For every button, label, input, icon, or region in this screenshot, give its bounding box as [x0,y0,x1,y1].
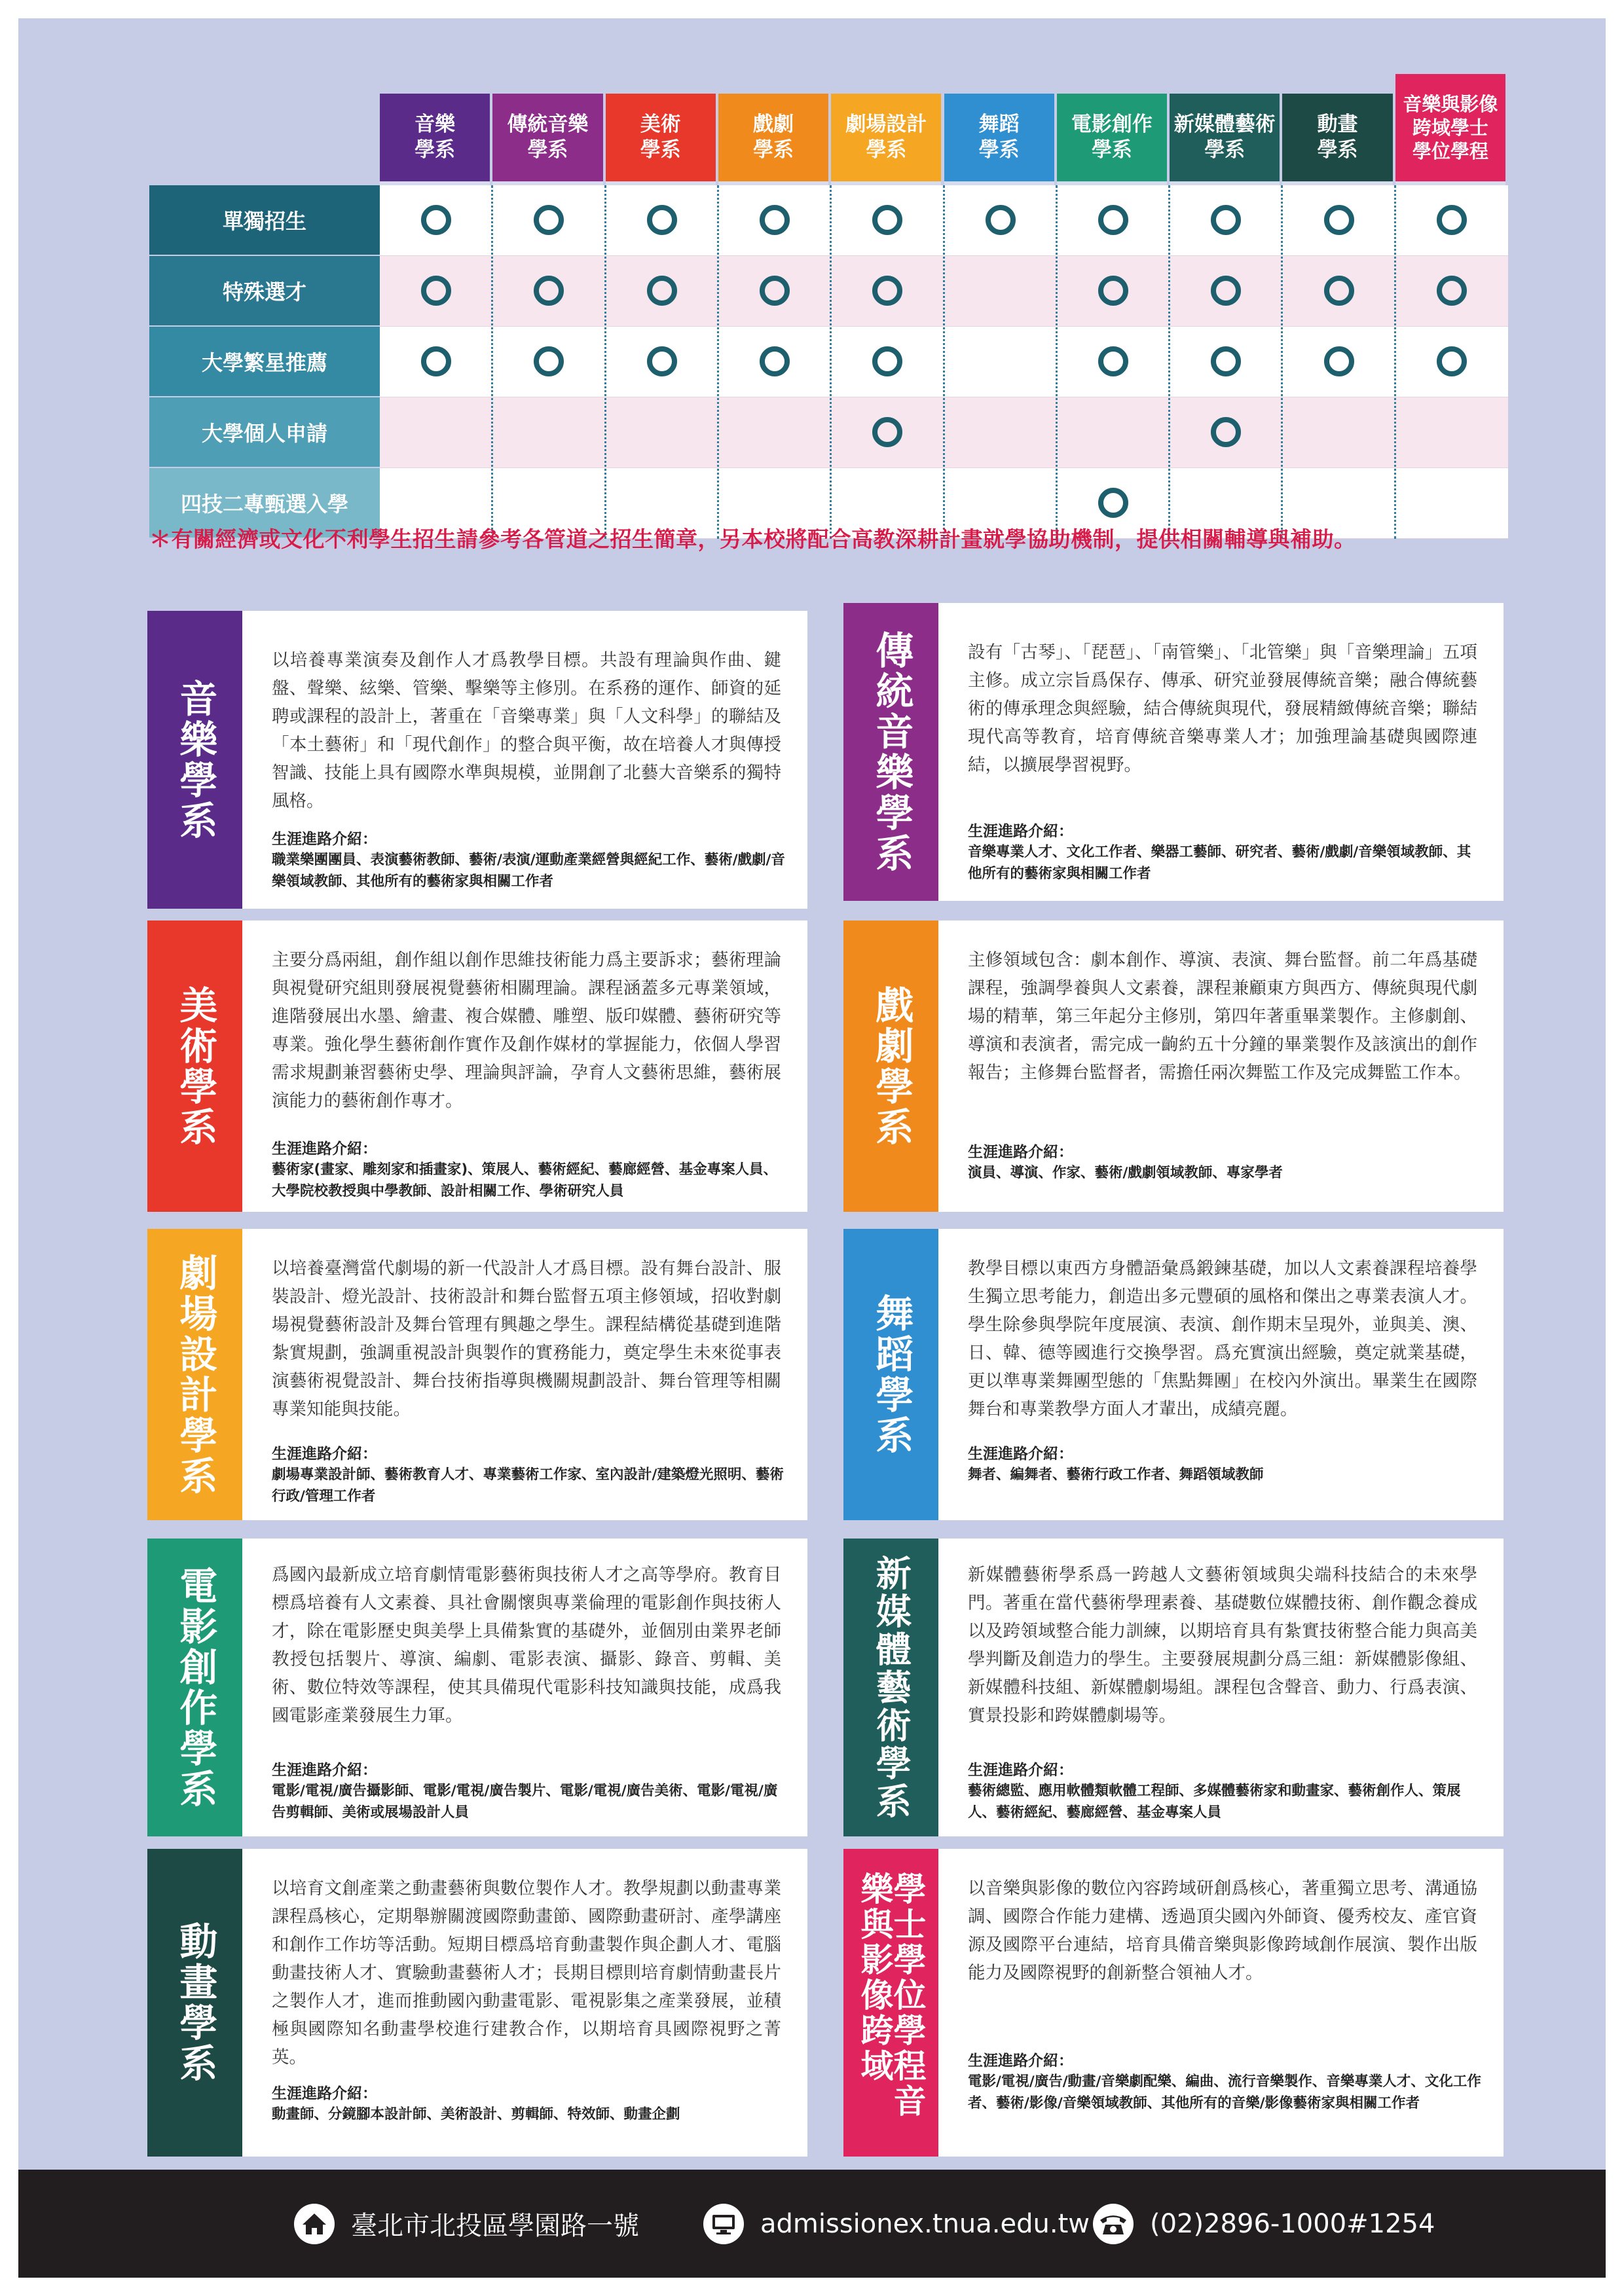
career-paths: 演員、導演、作家、藝術/戲劇領域教師、專家學者 [968,1165,1283,1181]
available-mark-icon [1324,346,1354,376]
department-description: 爲國內最新成立培育劇情電影藝術與技術人才之高等學府。教育目標爲培養有人文素養、具社會關懷與專業倫理的電影創作與技術人才，除在電影歷史與美學上具備紮實的基礎外，並個別由業界老師教授包括製片、導演、編劇、電影表演、攝影、錄音、剪輯、美術、數位特效等課程，使其具備現代電影科技知識與技能，成爲我國電影產業發展生力軍。 [272,1565,781,1726]
department-name-bar [147,1849,242,2157]
row-label: 大學個人申請 [149,397,380,468]
available-mark-icon [1437,346,1467,376]
department-card [147,1849,807,2157]
row-label: 特殊選才 [149,256,380,327]
department-name: 戲劇學系 [869,985,914,1148]
footer-address [293,2170,639,2278]
department-description: 教學目標以東西方身體語彙爲鍛鍊基礎，加以人文素養課程培養學生獨立思考能力，創造出多元豐碩的風格和傑出之專業表演人才。學生除參與學院年度展演、表演、創作期末呈現外，並與美、澳、日、韓、德等國進行交換學習。爲充實演出經驗，奠定就業基礎，更以準專業舞團型態的「焦點舞團」在校內外演出。畢業生在國際舞台和專業教學方面人才輩出，成績亮麗。 [968,1258,1477,1419]
available-mark-icon [1437,276,1467,306]
column-header-label: 美術 學系 [640,113,681,162]
available-mark-icon [1437,205,1467,235]
column-divider [943,185,945,539]
department-description: 新媒體藝術學系爲一跨越人文藝術領域與尖端科技結合的未來學門。著重在當代藝術學理素養、基礎數位媒體技術、創作觀念養成以及跨領域整合能力訓練，以期培育具有紮實技術整合能力與高美學判斷及創造力的學生。主要發展規劃分爲三組：新媒體影像組、新媒體科技組、新媒體劇場組。課程包含聲音、動力、行爲表演、實景投影和跨媒體劇場等。 [968,1565,1477,1726]
career-paths: 劇場專業設計師、藝術教育人才、專業藝術工作家、室內設計/建築燈光照明、藝術行政/管理工作者 [272,1467,784,1505]
available-mark-icon [1211,346,1241,376]
department-description: 以培養臺灣當代劇場的新一代設計人才爲目標。設有舞台設計、服裝設計、燈光設計、技術設計和舞台監督五項主修領域，招收對劇場視覺藝術設計及舞台管理有興趣之學生。課程結構從基礎到進階紮實規劃，強調重視設計與製作的實務能力，奠定學生未來從事表演藝術視覺設計、舞台技術指導與機關規劃設計、舞台管理等相關專業知能與技能。 [272,1258,781,1419]
available-mark-icon [1098,276,1128,306]
footer [18,2170,1606,2278]
department-name-bar [147,1229,242,1520]
department-description: 設有「古琴」、「琵琶」、「南管樂」、「北管樂」與「音樂理論」五項主修。成立宗旨爲保存、傳承、研究並發展傳統音樂；融合傳統藝術的傳承理念與經驗，結合傳統與現代，發展精緻傳統音樂；聯結現代高等教育，培育傳統音樂專業人才；加強理論基礎與國際連結，以擴展學習視野。 [968,642,1477,775]
available-mark-icon [421,276,451,306]
career-title: 生涯進路介紹： [272,1762,377,1779]
career-title: 生涯進路介紹： [968,1762,1073,1779]
department-name: 舞蹈學系 [869,1293,914,1456]
column-divider [1056,185,1058,539]
available-mark-icon [1324,205,1354,235]
row-label: 單獨招生 [149,185,380,256]
available-mark-icon [421,205,451,235]
website-link[interactable]: admissionex.tnua.edu.tw [760,2208,1090,2239]
department-name: 美術學系 [173,985,218,1148]
available-mark-icon [1211,276,1241,306]
column-divider [604,185,606,539]
department-name-bar [843,603,938,901]
department-name-bar [843,1539,938,1836]
career-paths: 舞者、編舞者、藝術行政工作者、舞蹈領域教師 [968,1467,1264,1483]
computer-icon [703,2203,745,2245]
column-header-9 [1395,74,1505,185]
career-title: 生涯進路介紹： [968,823,1073,840]
phone-icon [1092,2203,1134,2245]
department-card [843,1539,1504,1836]
department-card [147,1539,807,1836]
department-name-bar [843,920,938,1212]
column-header-3 [718,94,828,185]
column-divider [491,185,493,539]
department-name-bar [147,1539,242,1836]
department-card [147,611,807,909]
available-mark-icon [1098,346,1128,376]
available-mark-icon [1098,488,1128,518]
department-description: 以培育文創產業之動畫藝術與數位製作人才。教學規劃以動畫專業課程爲核心，定期舉辦關渡國際動畫節、國際動畫研討、產學講座和創作工作坊等活動。短期目標爲培育動畫製作與企劃人才、電腦動畫技術人才、實驗動畫藝術人才；長期目標則培育劇情動畫長片之製作人才，進而推動國內動畫電影、電視影集之產業發展，並積極與國際知名動畫學校進行建教合作，以期培育具國際視野之菁英。 [272,1878,781,2068]
department-description: 主修領域包含：劇本創作、導演、表演、舞台監督。前二年爲基礎課程，強調學養與人文素養，課程兼顧東方與西方、傳統與現代劇場的精華，第三年起分主修別，第四年著重畢業製作。主修劇創、導演和表演者，需完成一齣約五十分鐘的畢業製作及該演出的創作報告；主修舞台監督者，需擔任兩次舞監工作及完成舞監工作本。 [968,950,1477,1083]
career-title: 生涯進路介紹： [272,1446,377,1463]
column-header-label: 劇場設計 學系 [845,113,927,162]
available-mark-icon [421,346,451,376]
column-divider [830,185,832,539]
column-header-7 [1170,94,1280,185]
column-header-label: 新媒體藝術 學系 [1173,113,1276,162]
footer-website [703,2170,1090,2278]
department-name: 學士學位學程音樂與影像跨域 [855,1872,927,2119]
department-name: 音樂學系 [173,678,218,841]
home-icon [293,2203,335,2245]
available-mark-icon [986,205,1016,235]
brochure-page [18,18,1606,2278]
career-title: 生涯進路介紹： [272,831,377,848]
department-description: 以音樂與影像的數位內容跨域研創爲核心，著重獨立思考、溝通協調、國際合作能力建構、透過頂尖國內外師資、優秀校友、產官資源及國際平台連結，培育具備音樂與影像跨域創作展演、製作出版能力及國際視野的創新整合領袖人才。 [968,1878,1477,1983]
available-mark-icon [1324,276,1354,306]
department-card [147,920,807,1212]
department-name-bar [147,920,242,1212]
department-card [843,920,1504,1212]
career-title: 生涯進路介紹： [968,1144,1073,1161]
department-name-bar [843,1849,938,2157]
column-header-label: 音樂與影像 跨域學士 學位學程 [1403,92,1498,163]
career-paths: 音樂專業人才、文化工作者、樂器工藝師、研究者、藝術/戲劇/音樂領域教師、其他所有的藝術家與相關工作者 [968,844,1471,883]
admission-note: ＊有關經濟或文化不利學生招生請參考各管道之招生簡章，另本校將配合高教深耕計畫就學協助機制，提供相關輔導與補助。 [149,526,1356,552]
career-title: 生涯進路介紹： [272,2085,377,2102]
department-name: 傳統音樂學系 [869,630,914,874]
column-header-6 [1057,94,1167,185]
available-mark-icon [1211,205,1241,235]
column-divider [717,185,719,539]
career-paths: 電影/電視/廣告/動畫/音樂劇配樂、編曲、流行音樂製作、音樂專業人才、文化工作者、藝術/影像/音樂領域教師、其他所有的音樂/影像藝術家與相關工作者 [968,2073,1481,2112]
column-header-label: 戲劇 學系 [753,113,794,162]
department-card [147,1229,807,1520]
available-mark-icon [760,346,790,376]
department-card [843,603,1504,901]
row-label: 大學繁星推薦 [149,327,380,397]
career-title: 生涯進路介紹： [968,2052,1073,2069]
department-card [843,1229,1504,1520]
department-name: 劇場設計學系 [173,1252,218,1497]
available-mark-icon [647,276,677,306]
column-header-0 [380,94,490,185]
available-mark-icon [647,205,677,235]
department-description: 以培養專業演奏及創作人才爲教學目標。共設有理論與作曲、鍵盤、聲樂、絃樂、管樂、擊樂等主修別。在系務的運作、師資的延聘或課程的設計上，著重在「音樂專業」與「人文科學」的聯結及「本土藝術」和「現代創作」的整合與平衡，故在培養人才與傳授智識、技能上具有國際水準與規模，並開創了北藝大音樂系的獨特風格。 [272,650,781,811]
column-header-label: 音樂 學系 [415,113,456,162]
column-header-8 [1282,94,1392,185]
department-name-bar [843,1229,938,1520]
column-header-2 [606,94,716,185]
column-header-label: 動畫 學系 [1317,113,1358,162]
column-header-label: 舞蹈 學系 [978,113,1020,162]
column-divider [1168,185,1170,539]
career-paths: 職業樂團團員、表演藝術教師、藝術/表演/運動產業經營與經紀工作、藝術/戲劇/音樂領域教師、其他所有的藝術家與相關工作者 [272,852,785,890]
available-mark-icon [760,276,790,306]
column-header-label: 電影創作 學系 [1071,113,1153,162]
career-paths: 藝術家(畫家、雕刻家和插畫家)、策展人、藝術經紀、藝廊經營、基金專案人員、大學院校教授與中學教師、設計相關工作、學術研究人員 [272,1161,778,1200]
available-mark-icon [1098,205,1128,235]
department-name: 新媒體藝術學系 [870,1554,912,1821]
column-header-4 [831,94,941,185]
department-card [843,1849,1504,2157]
column-header-1 [492,94,602,185]
career-title: 生涯進路介紹： [968,1446,1073,1463]
department-name: 電影創作學系 [173,1565,218,1810]
available-mark-icon [760,205,790,235]
column-header-label: 傳統音樂 學系 [507,113,589,162]
department-description: 主要分爲兩組，創作組以創作思維技術能力爲主要訴求；藝術理論與視覺研究組則發展視覺藝術相關理論。課程涵蓋多元專業領域，進階發展出水墨、繪畫、複合媒體、雕塑、版印媒體、藝術研究等專業。強化學生藝術創作實作及創作媒材的掌握能力，依個人學習需求規劃兼習藝術史學、理論與評論，孕育人文藝術思維，藝術展演能力的藝術創作專才。 [272,950,781,1111]
career-paths: 電影/電視/廣告攝影師、電影/電視/廣告製片、電影/電視/廣告美術、電影/電視/廣告剪輯師、美術或展場設計人員 [272,1783,778,1821]
department-name: 動畫學系 [173,1922,218,2084]
career-title: 生涯進路介紹： [272,1140,377,1157]
address-text: 臺北市北投區學園路一號 [351,2211,639,2241]
column-divider [1281,185,1283,539]
row-label: 四技二專甄選入學 [149,468,380,539]
footer-phone [1092,2170,1435,2278]
column-divider [1394,185,1396,539]
available-mark-icon [647,346,677,376]
available-mark-icon [1211,417,1241,447]
phone-text: (02)2896-1000#1254 [1150,2208,1435,2239]
column-header-5 [944,94,1054,185]
career-paths: 動畫師、分鏡腳本設計師、美術設計、剪輯師、特效師、動畫企劃 [272,2106,680,2123]
career-paths: 藝術總監、應用軟體類軟體工程師、多媒體藝術家和動畫家、藝術創作人、策展人、藝術經紀、藝廊經營、基金專案人員 [968,1783,1461,1821]
department-name-bar [147,611,242,909]
